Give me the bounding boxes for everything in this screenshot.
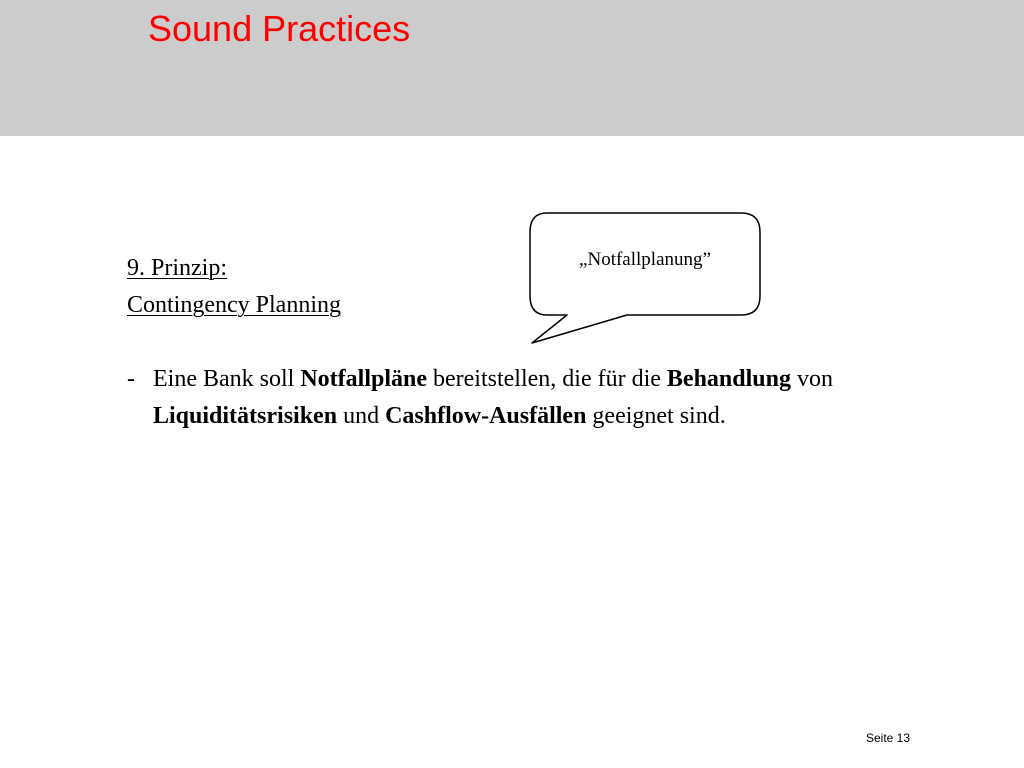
bullet-item [127,361,887,435]
bullet-emphasis: Notfallpläne [300,366,427,392]
bullet-segment: Eine Bank soll [153,366,301,392]
bullet-emphasis: Cashflow-Ausfällen [385,403,587,429]
bullet-segment: geeignet sind. [586,403,726,429]
speech-bubble-shape [527,210,763,346]
principle-number: 9. Prinzip: [127,255,227,281]
speech-bubble-callout [527,210,763,346]
bullet-emphasis: Liquiditätsrisiken [153,403,338,429]
header-band [0,0,1024,136]
bullet-segment: von [790,366,833,392]
slide-title: Sound Practices [148,8,411,49]
callout-text: „Notfallplanung” [579,249,711,270]
bullet-dash: - [127,366,135,392]
bullet-emphasis: Behandlung [666,366,791,392]
principle-name: Contingency Planning [127,292,341,318]
bullet-segment: und [337,403,386,429]
principle-heading [127,250,341,324]
speech-bubble-outline [530,213,760,343]
bullet-text [153,361,873,435]
bullet-segment: bereitstellen, die für die [427,366,667,392]
page-number: Seite 13 [866,731,911,745]
